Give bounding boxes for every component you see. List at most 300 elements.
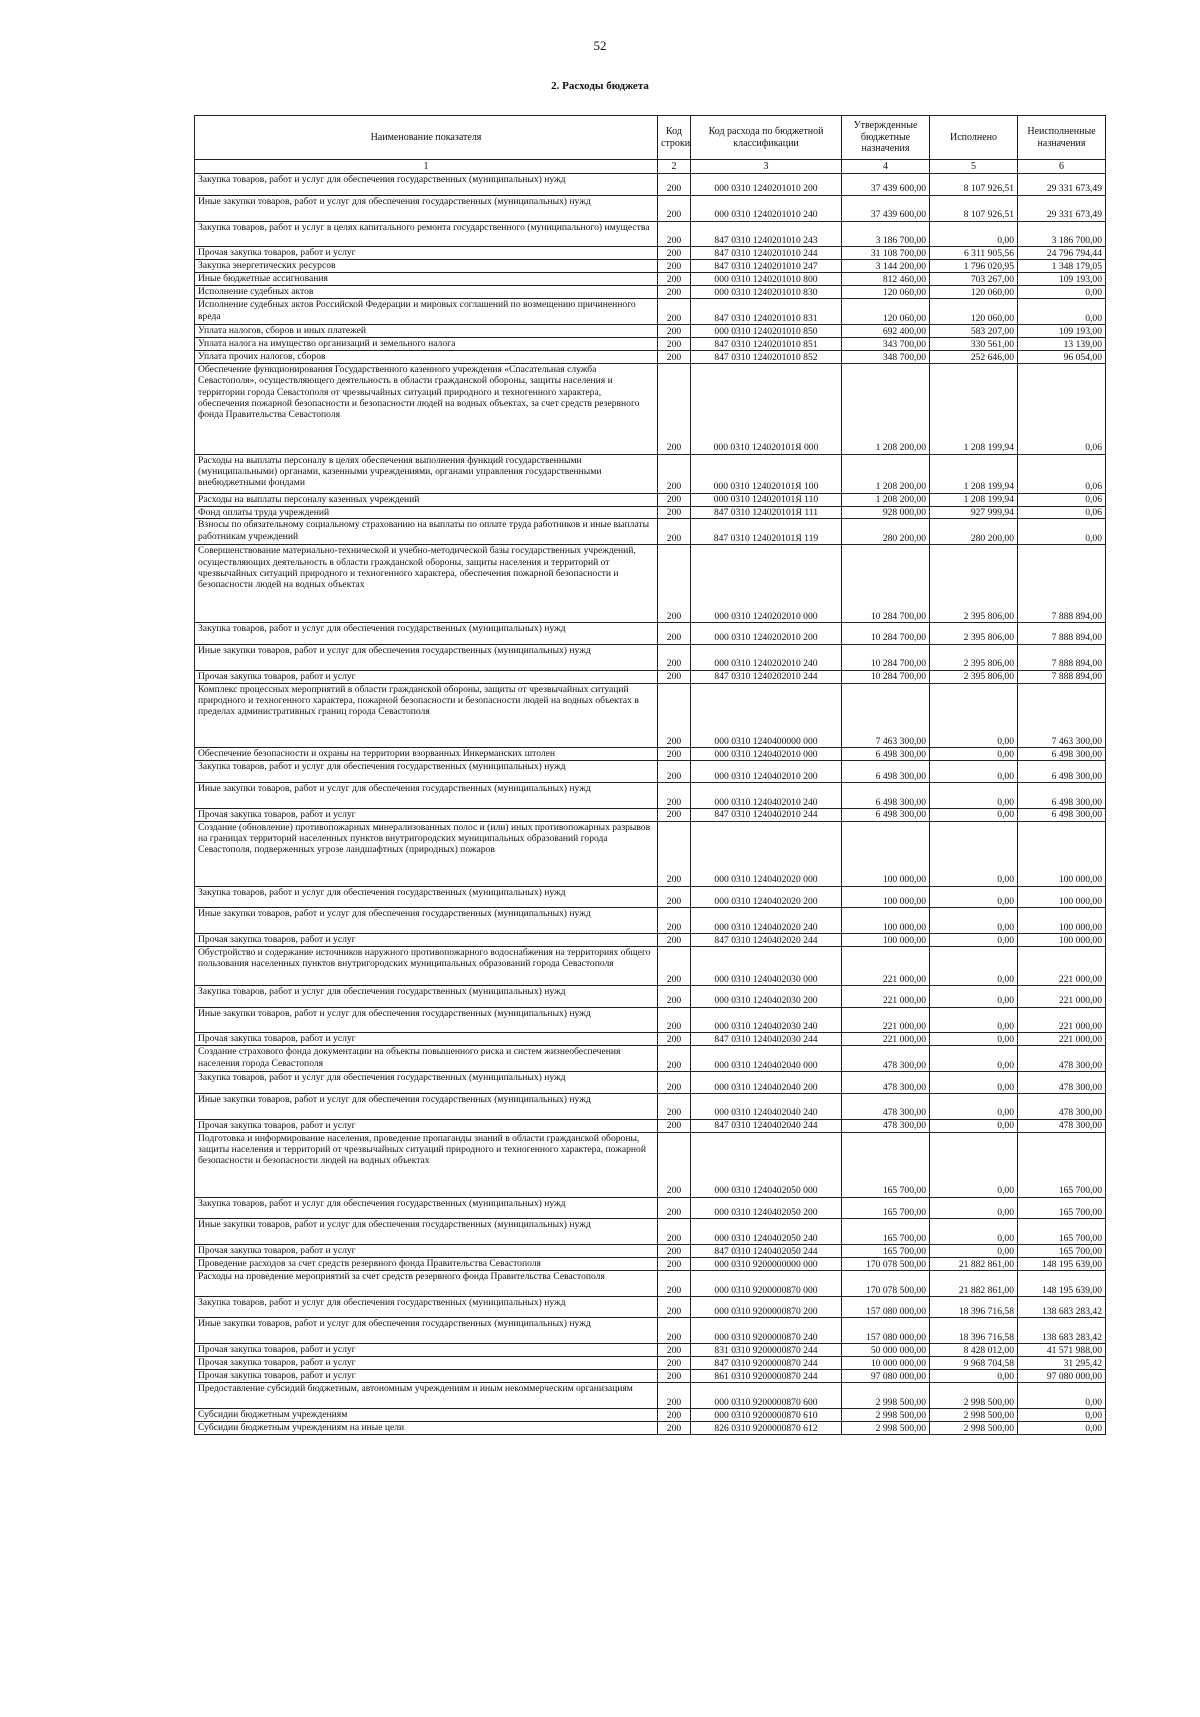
row-approved: 10 284 700,00 [842,644,930,670]
table-row [195,644,1106,670]
table-row [195,338,1106,351]
header-approved: Утвержденные бюджетные назначения [842,116,930,160]
row-name: Уплата налога на имущество организаций и земельного налога [195,338,658,351]
table-row [195,1245,1106,1258]
row-unexecuted: 100 000,00 [1018,934,1106,947]
row-executed: 120 060,00 [930,299,1018,325]
row-executed: 18 396 716,58 [930,1318,1018,1344]
table-row [195,1344,1106,1357]
column-number: 4 [842,160,930,174]
row-approved: 170 078 500,00 [842,1257,930,1270]
row-line-code: 200 [658,886,691,908]
row-executed: 8 428 012,00 [930,1344,1018,1357]
row-unexecuted: 0,06 [1018,363,1106,454]
table-row [195,782,1106,808]
row-approved: 165 700,00 [842,1245,930,1258]
row-unexecuted: 138 683 283,42 [1018,1296,1106,1318]
row-classification-code: 847 0310 1240201010 831 [691,299,842,325]
row-approved: 10 284 700,00 [842,545,930,623]
row-name: Закупка товаров, работ и услуг для обеспечения государственных (муниципальных) нужд [195,174,658,196]
table-row [195,363,1106,454]
row-unexecuted: 221 000,00 [1018,985,1106,1007]
row-line-code: 200 [658,1296,691,1318]
row-executed: 0,00 [930,221,1018,247]
row-classification-code: 847 0310 1240201010 244 [691,247,842,260]
row-line-code: 200 [658,260,691,273]
row-classification-code: 000 0310 1240402010 200 [691,761,842,783]
row-classification-code: 000 0310 1240402010 000 [691,748,842,761]
table-row [195,1270,1106,1296]
row-line-code: 200 [658,1409,691,1422]
row-classification-code: 000 0310 1240402040 240 [691,1093,842,1119]
row-executed: 0,00 [930,683,1018,748]
header-classification-code: Код расхода по бюджетной классификации [691,116,842,160]
row-executed: 18 396 716,58 [930,1296,1018,1318]
row-classification-code: 000 0310 1240402020 200 [691,886,842,908]
row-approved: 170 078 500,00 [842,1270,930,1296]
row-executed: 252 646,00 [930,351,1018,364]
row-approved: 812 460,00 [842,273,930,286]
row-executed: 6 311 905,56 [930,247,1018,260]
row-classification-code: 847 0310 1240201010 851 [691,338,842,351]
row-line-code: 200 [658,1318,691,1344]
table-row [195,545,1106,623]
row-unexecuted: 478 300,00 [1018,1072,1106,1094]
row-name: Субсидии бюджетным учреждениям [195,1409,658,1422]
row-unexecuted: 478 300,00 [1018,1046,1106,1072]
row-unexecuted: 29 331 673,49 [1018,174,1106,196]
row-name: Обустройство и содержание источников наружного противопожарного водоснабжения на территориях общего пользования населенных пунктов внутригородских муниципальных образований города Севастополя [195,947,658,986]
row-approved: 478 300,00 [842,1072,930,1094]
row-executed: 0,00 [930,1245,1018,1258]
row-line-code: 200 [658,644,691,670]
row-unexecuted: 221 000,00 [1018,1033,1106,1046]
table-row [195,761,1106,783]
row-classification-code: 000 0310 124020101Я 000 [691,363,842,454]
row-name: Прочая закупка товаров, работ и услуг [195,1370,658,1383]
row-unexecuted: 109 193,00 [1018,273,1106,286]
row-name: Фонд оплаты труда учреждений [195,506,658,519]
row-approved: 10 284 700,00 [842,670,930,683]
table-row [195,1119,1106,1132]
row-approved: 221 000,00 [842,1033,930,1046]
table-row [195,519,1106,545]
row-line-code: 200 [658,1270,691,1296]
row-unexecuted: 96 054,00 [1018,351,1106,364]
row-line-code: 200 [658,670,691,683]
table-row [195,1007,1106,1033]
table-row [195,195,1106,221]
row-classification-code: 847 0310 1240402050 244 [691,1245,842,1258]
table-row [195,934,1106,947]
row-name: Субсидии бюджетным учреждениям на иные цели [195,1422,658,1435]
row-approved: 10 284 700,00 [842,623,930,645]
row-name: Иные закупки товаров, работ и услуг для обеспечения государственных (муниципальных) нужд [195,1318,658,1344]
row-classification-code: 000 0310 9200000870 600 [691,1383,842,1409]
row-executed: 583 207,00 [930,325,1018,338]
row-name: Иные закупки товаров, работ и услуг для обеспечения государственных (муниципальных) нужд [195,644,658,670]
row-approved: 6 498 300,00 [842,748,930,761]
row-unexecuted: 138 683 283,42 [1018,1318,1106,1344]
table-row [195,299,1106,325]
row-executed: 0,00 [930,1072,1018,1094]
section-title: 2. Расходы бюджета [551,80,649,92]
row-name: Исполнение судебных актов Российской Федерации и мировых соглашений по возмещению причиненного вреда [195,299,658,325]
row-line-code: 200 [658,545,691,623]
row-executed: 21 882 861,00 [930,1270,1018,1296]
row-classification-code: 000 0310 1240402050 000 [691,1132,842,1197]
row-name: Уплата прочих налогов, сборов [195,351,658,364]
row-unexecuted: 0,00 [1018,1383,1106,1409]
row-approved: 1 208 200,00 [842,363,930,454]
table-row [195,670,1106,683]
row-line-code: 200 [658,908,691,934]
row-executed: 0,00 [930,947,1018,986]
row-classification-code: 847 0310 1240201010 247 [691,260,842,273]
table-row [195,351,1106,364]
row-executed: 0,00 [930,748,1018,761]
row-name: Прочая закупка товаров, работ и услуг [195,1033,658,1046]
row-approved: 100 000,00 [842,908,930,934]
row-unexecuted: 478 300,00 [1018,1119,1106,1132]
row-unexecuted: 7 888 894,00 [1018,670,1106,683]
row-line-code: 200 [658,623,691,645]
row-executed: 120 060,00 [930,286,1018,299]
row-approved: 165 700,00 [842,1197,930,1219]
row-approved: 6 498 300,00 [842,761,930,783]
table-row [195,247,1106,260]
row-line-code: 200 [658,1245,691,1258]
row-line-code: 200 [658,1344,691,1357]
row-classification-code: 826 0310 9200000870 612 [691,1422,842,1435]
row-executed: 1 796 020,95 [930,260,1018,273]
row-name: Прочая закупка товаров, работ и услуг [195,247,658,260]
row-classification-code: 000 0310 1240402030 000 [691,947,842,986]
row-executed: 21 882 861,00 [930,1257,1018,1270]
row-unexecuted: 7 463 300,00 [1018,683,1106,748]
row-name: Прочая закупка товаров, работ и услуг [195,934,658,947]
row-line-code: 200 [658,1046,691,1072]
row-executed: 2 395 806,00 [930,670,1018,683]
table-row [195,1093,1106,1119]
row-approved: 37 439 600,00 [842,174,930,196]
table-row [195,260,1106,273]
row-approved: 157 080 000,00 [842,1296,930,1318]
table-row [195,325,1106,338]
row-executed: 8 107 926,51 [930,195,1018,221]
row-executed: 330 561,00 [930,338,1018,351]
row-name: Закупка товаров, работ и услуг для обеспечения государственных (муниципальных) нужд [195,886,658,908]
table-row [195,1383,1106,1409]
row-line-code: 200 [658,493,691,506]
row-line-code: 200 [658,683,691,748]
row-unexecuted: 41 571 988,00 [1018,1344,1106,1357]
table-row [195,1257,1106,1270]
row-classification-code: 000 0310 1240402030 200 [691,985,842,1007]
row-classification-code: 000 0310 1240201010 830 [691,286,842,299]
row-approved: 478 300,00 [842,1093,930,1119]
row-line-code: 200 [658,273,691,286]
row-unexecuted: 148 195 639,00 [1018,1270,1106,1296]
row-approved: 478 300,00 [842,1119,930,1132]
row-classification-code: 000 0310 9200000870 610 [691,1409,842,1422]
row-classification-code: 000 0310 1240402030 240 [691,1007,842,1033]
row-approved: 165 700,00 [842,1132,930,1197]
row-classification-code: 000 0310 1240201010 200 [691,174,842,196]
row-classification-code: 831 0310 9200000870 244 [691,1344,842,1357]
table-row [195,273,1106,286]
row-approved: 120 060,00 [842,286,930,299]
row-line-code: 200 [658,1033,691,1046]
row-executed: 2 998 500,00 [930,1409,1018,1422]
row-name: Закупка товаров, работ и услуг в целях капитального ремонта государственного (муниципального) имущества [195,221,658,247]
row-line-code: 200 [658,748,691,761]
table-row [195,1046,1106,1072]
table-row [195,1296,1106,1318]
row-approved: 2 998 500,00 [842,1422,930,1435]
row-executed: 0,00 [930,1219,1018,1245]
row-unexecuted: 7 888 894,00 [1018,623,1106,645]
row-approved: 3 144 200,00 [842,260,930,273]
row-approved: 2 998 500,00 [842,1383,930,1409]
row-classification-code: 000 0310 1240402050 240 [691,1219,842,1245]
row-unexecuted: 0,00 [1018,519,1106,545]
row-name: Прочая закупка товаров, работ и услуг [195,808,658,821]
header-row [195,116,1106,160]
row-approved: 3 186 700,00 [842,221,930,247]
row-executed: 2 395 806,00 [930,545,1018,623]
row-classification-code: 000 0310 9200000870 000 [691,1270,842,1296]
row-approved: 50 000 000,00 [842,1344,930,1357]
row-unexecuted: 1 348 179,05 [1018,260,1106,273]
row-executed: 0,00 [930,908,1018,934]
row-approved: 1 208 200,00 [842,493,930,506]
row-unexecuted: 6 498 300,00 [1018,808,1106,821]
table-row [195,1318,1106,1344]
row-name: Иные закупки товаров, работ и услуг для обеспечения государственных (муниципальных) нужд [195,782,658,808]
row-executed: 9 968 704,58 [930,1357,1018,1370]
row-name: Обеспечение безопасности и охраны на территории взорванных Инкерманских штолен [195,748,658,761]
row-name: Закупка товаров, работ и услуг для обеспечения государственных (муниципальных) нужд [195,761,658,783]
row-unexecuted: 0,06 [1018,493,1106,506]
row-approved: 100 000,00 [842,821,930,886]
row-classification-code: 847 0310 1240402020 244 [691,934,842,947]
row-unexecuted: 7 888 894,00 [1018,644,1106,670]
row-executed: 2 395 806,00 [930,644,1018,670]
table-row [195,454,1106,493]
row-line-code: 200 [658,454,691,493]
row-name: Закупка товаров, работ и услуг для обеспечения государственных (муниципальных) нужд [195,1197,658,1219]
row-line-code: 200 [658,1257,691,1270]
header-unexecuted: Неисполненные назначения [1018,116,1106,160]
row-name: Расходы на выплаты персоналу в целях обеспечения выполнения функций государственными (муниципальными) органами, казенными учреждениями, органами управления государственными внебюджетными фондами [195,454,658,493]
row-name: Закупка товаров, работ и услуг для обеспечения государственных (муниципальных) нужд [195,623,658,645]
row-executed: 0,00 [930,886,1018,908]
row-line-code: 200 [658,1007,691,1033]
row-approved: 37 439 600,00 [842,195,930,221]
row-name: Обеспечение функционирования Государственного казенного учреждения «Спасательная служба Севастополя», осуществляющего деятельность в области гражданской обороны, защиты населения и территории города Севастополя от чрезвычайных ситуаций природного и техногенного характера, обеспечения пожарной безопасности и безопасности людей на водных объектах, за счет средств резервного фонда Правительства Севастополя [195,363,658,454]
row-unexecuted: 6 498 300,00 [1018,761,1106,783]
row-approved: 1 208 200,00 [842,454,930,493]
row-executed: 0,00 [930,1370,1018,1383]
table-row [195,808,1106,821]
row-name: Проведение расходов за счет средств резервного фонда Правительства Севастополя [195,1257,658,1270]
row-name: Прочая закупка товаров, работ и услуг [195,670,658,683]
row-line-code: 200 [658,761,691,783]
row-executed: 8 107 926,51 [930,174,1018,196]
header-executed: Исполнено [930,116,1018,160]
row-line-code: 200 [658,174,691,196]
row-approved: 31 108 700,00 [842,247,930,260]
row-line-code: 200 [658,1219,691,1245]
table-row [195,286,1106,299]
table-row [195,821,1106,886]
budget-expenses-table [194,115,1106,1435]
row-unexecuted: 478 300,00 [1018,1093,1106,1119]
row-executed: 1 208 199,94 [930,363,1018,454]
row-name: Закупка товаров, работ и услуг для обеспечения государственных (муниципальных) нужд [195,1072,658,1094]
row-line-code: 200 [658,821,691,886]
row-unexecuted: 97 080 000,00 [1018,1370,1106,1383]
table-row [195,985,1106,1007]
row-classification-code: 000 0310 1240201010 850 [691,325,842,338]
row-line-code: 200 [658,325,691,338]
row-unexecuted: 6 498 300,00 [1018,782,1106,808]
row-name: Уплата налогов, сборов и иных платежей [195,325,658,338]
row-classification-code: 000 0310 1240202010 000 [691,545,842,623]
row-line-code: 200 [658,195,691,221]
row-classification-code: 847 0310 9200000870 244 [691,1357,842,1370]
row-unexecuted: 24 796 794,44 [1018,247,1106,260]
row-classification-code: 000 0310 124020101Я 100 [691,454,842,493]
row-executed: 1 208 199,94 [930,454,1018,493]
row-line-code: 200 [658,1197,691,1219]
row-executed: 0,00 [930,1132,1018,1197]
row-unexecuted: 3 186 700,00 [1018,221,1106,247]
column-number: 3 [691,160,842,174]
row-classification-code: 000 0310 9200000000 000 [691,1257,842,1270]
row-classification-code: 000 0310 1240202010 240 [691,644,842,670]
row-line-code: 200 [658,808,691,821]
row-name: Иные закупки товаров, работ и услуг для обеспечения государственных (муниципальных) нужд [195,908,658,934]
table-row [195,1072,1106,1094]
row-line-code: 200 [658,247,691,260]
row-classification-code: 847 0310 1240202010 244 [691,670,842,683]
row-line-code: 200 [658,1132,691,1197]
row-approved: 100 000,00 [842,886,930,908]
row-line-code: 200 [658,1422,691,1435]
row-unexecuted: 148 195 639,00 [1018,1257,1106,1270]
row-classification-code: 000 0310 9200000870 240 [691,1318,842,1344]
table-row [195,221,1106,247]
row-classification-code: 000 0310 1240400000 000 [691,683,842,748]
row-approved: 100 000,00 [842,934,930,947]
row-approved: 165 700,00 [842,1219,930,1245]
row-unexecuted: 0,00 [1018,299,1106,325]
row-name: Расходы на выплаты персоналу казенных учреждений [195,493,658,506]
row-name: Прочая закупка товаров, работ и услуг [195,1344,658,1357]
table-body [195,174,1106,1435]
row-classification-code: 000 0310 1240201010 240 [691,195,842,221]
row-executed: 927 999,94 [930,506,1018,519]
row-name: Прочая закупка товаров, работ и услуг [195,1245,658,1258]
row-classification-code: 847 0310 1240402010 244 [691,808,842,821]
row-classification-code: 847 0310 1240402040 244 [691,1119,842,1132]
row-name: Закупка товаров, работ и услуг для обеспечения государственных (муниципальных) нужд [195,985,658,1007]
row-unexecuted: 165 700,00 [1018,1219,1106,1245]
row-line-code: 200 [658,363,691,454]
row-unexecuted: 7 888 894,00 [1018,545,1106,623]
row-approved: 692 400,00 [842,325,930,338]
row-name: Иные закупки товаров, работ и услуг для обеспечения государственных (муниципальных) нужд [195,1219,658,1245]
row-classification-code: 861 0310 9200000870 244 [691,1370,842,1383]
row-line-code: 200 [658,1357,691,1370]
row-classification-code: 847 0310 124020101Я 119 [691,519,842,545]
row-name: Совершенствование материально-технической и учебно-методической базы государственных учреждений, осуществляющих деятельность в области гражданской обороны, защиты населения и территорий от чрезвычайных ситуаций природного и техногенного характера, обеспечения пожарной безопасности и безопасности людей на водных объектах [195,545,658,623]
row-executed: 0,00 [930,761,1018,783]
row-name: Иные закупки товаров, работ и услуг для обеспечения государственных (муниципальных) нужд [195,1093,658,1119]
row-unexecuted: 221 000,00 [1018,947,1106,986]
row-line-code: 200 [658,934,691,947]
row-unexecuted: 221 000,00 [1018,1007,1106,1033]
row-name: Создание (обновление) противопожарных минерализованных полос и (или) иных противопожарных разрывов на границах территорий населенных пунктов внутригородских муниципальных образований города Севастополя, подверженных угрозе ландшафтных (природных) пожаров [195,821,658,886]
row-unexecuted: 31 295,42 [1018,1357,1106,1370]
row-executed: 0,00 [930,1007,1018,1033]
row-approved: 10 000 000,00 [842,1357,930,1370]
row-unexecuted: 109 193,00 [1018,325,1106,338]
row-name: Предоставление субсидий бюджетным, автономным учреждениям и иным некоммерческим организациям [195,1383,658,1409]
row-line-code: 200 [658,782,691,808]
row-executed: 2 395 806,00 [930,623,1018,645]
row-approved: 6 498 300,00 [842,782,930,808]
row-approved: 221 000,00 [842,947,930,986]
table-row [195,1409,1106,1422]
row-approved: 221 000,00 [842,1007,930,1033]
row-name: Прочая закупка товаров, работ и услуг [195,1357,658,1370]
row-classification-code: 000 0310 1240201010 800 [691,273,842,286]
row-name: Взносы по обязательному социальному страхованию на выплаты по оплате труда работников и иные выплаты работникам учреждений [195,519,658,545]
row-classification-code: 000 0310 1240402020 240 [691,908,842,934]
row-unexecuted: 165 700,00 [1018,1132,1106,1197]
row-classification-code: 000 0310 1240402040 200 [691,1072,842,1094]
row-approved: 343 700,00 [842,338,930,351]
table-row [195,908,1106,934]
row-classification-code: 000 0310 9200000870 200 [691,1296,842,1318]
row-classification-code: 847 0310 124020101Я 111 [691,506,842,519]
table-row [195,1357,1106,1370]
row-line-code: 200 [658,351,691,364]
table-row [195,1197,1106,1219]
row-name: Иные закупки товаров, работ и услуг для обеспечения государственных (муниципальных) нужд [195,1007,658,1033]
row-approved: 478 300,00 [842,1046,930,1072]
row-unexecuted: 0,06 [1018,454,1106,493]
table-row [195,1219,1106,1245]
row-approved: 928 000,00 [842,506,930,519]
table-row [195,506,1106,519]
row-name: Иные бюджетные ассигнования [195,273,658,286]
row-unexecuted: 100 000,00 [1018,908,1106,934]
column-number-row [195,160,1106,174]
row-line-code: 200 [658,1370,691,1383]
row-name: Создание страхового фонда документации на объекты повышенного риска и систем жизнеобеспечения населения города Севастополя [195,1046,658,1072]
row-executed: 0,00 [930,1197,1018,1219]
row-name: Закупка энергетических ресурсов [195,260,658,273]
row-line-code: 200 [658,338,691,351]
row-approved: 348 700,00 [842,351,930,364]
table-row [195,1370,1106,1383]
row-executed: 0,00 [930,1046,1018,1072]
table-row [195,1422,1106,1435]
